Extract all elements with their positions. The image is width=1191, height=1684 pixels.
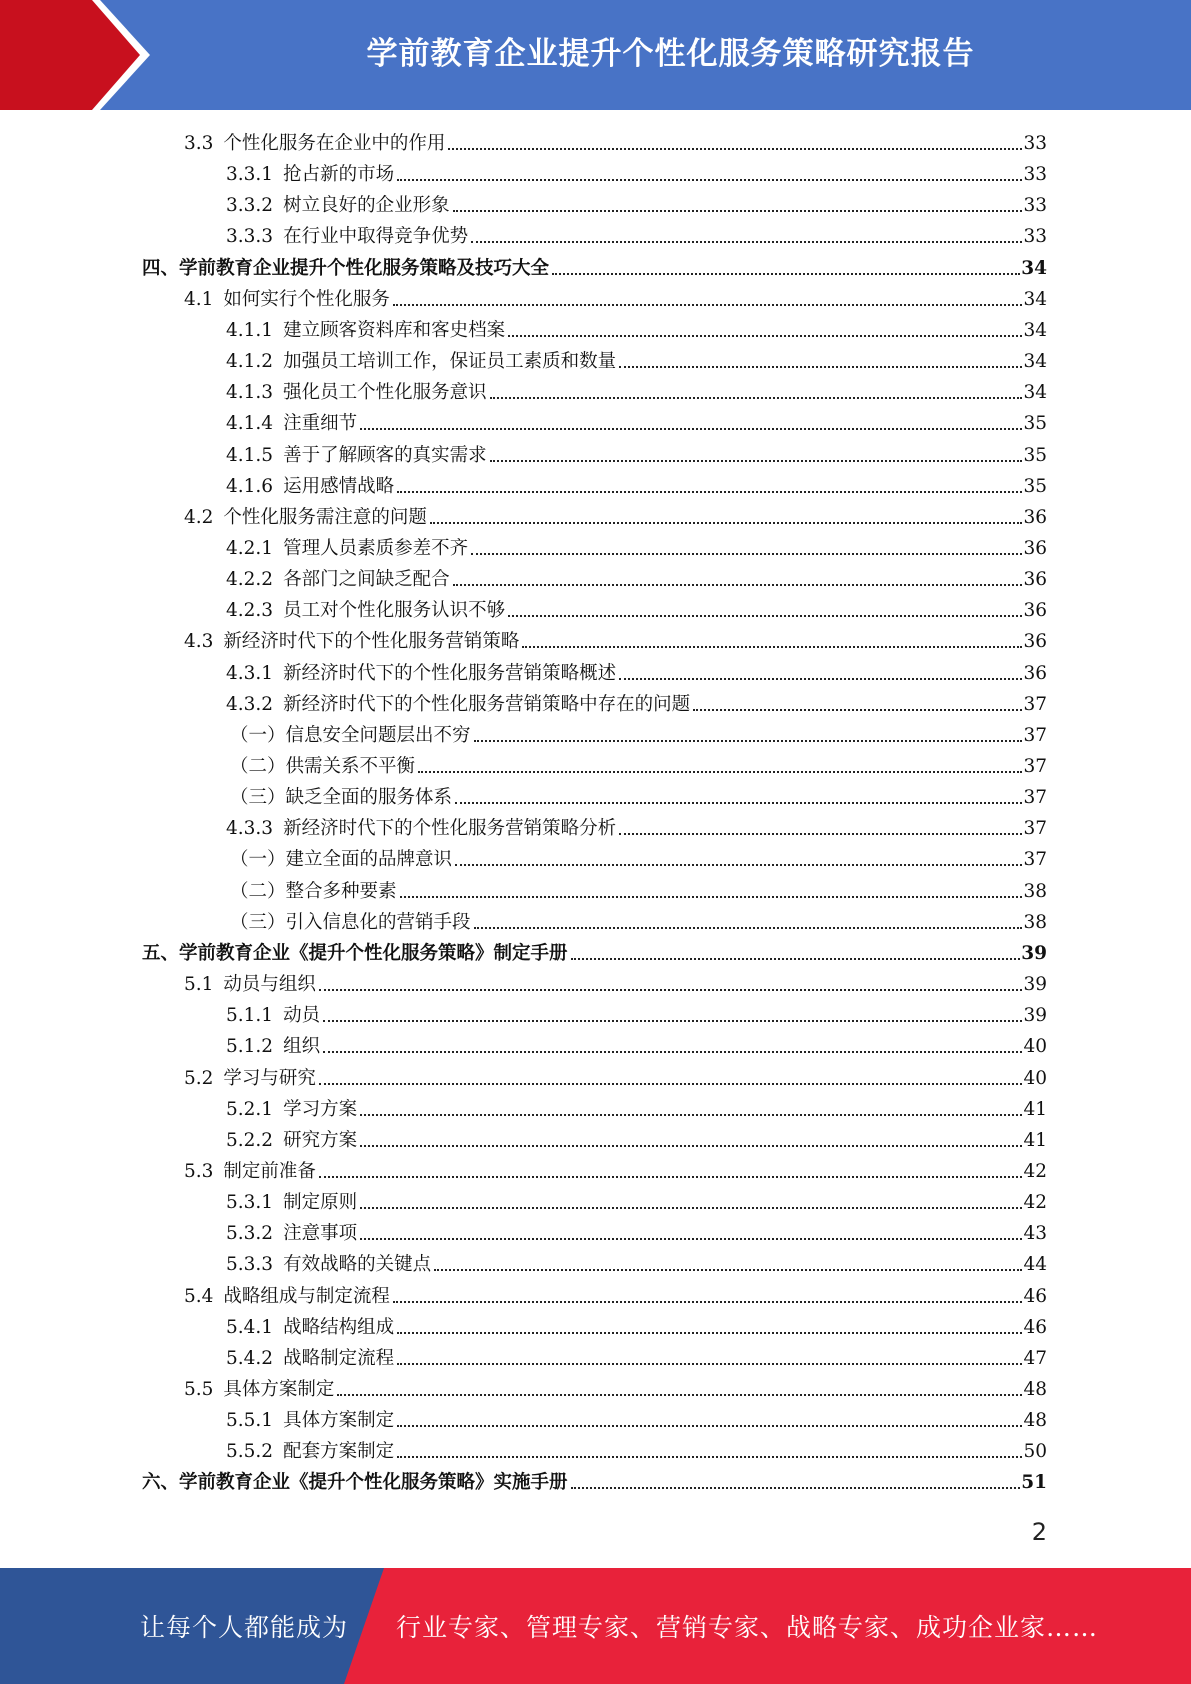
toc-entry-number: 4.2.3 — [226, 600, 274, 622]
toc-dot-leader — [693, 707, 1022, 711]
toc-entry[interactable] — [226, 1187, 1047, 1218]
toc-entry[interactable] — [184, 1281, 1047, 1312]
toc-entry[interactable] — [226, 1405, 1047, 1436]
toc-entry-number: 5.5.2 — [226, 1441, 274, 1463]
toc-dot-leader — [474, 738, 1023, 742]
toc-entry-title: 配套方案制定 — [283, 1441, 395, 1463]
toc-entry-page: 33 — [1023, 226, 1047, 248]
toc-entry-title: 强化员工个性化服务意识 — [283, 382, 487, 404]
toc-entry-number: 5.3.2 — [226, 1223, 274, 1245]
toc-entry-page: 37 — [1023, 724, 1047, 746]
toc-entry[interactable] — [226, 408, 1047, 439]
toc-entry[interactable] — [142, 1467, 1047, 1498]
toc-entry-page: 37 — [1023, 818, 1047, 840]
toc-entry[interactable] — [226, 1436, 1047, 1467]
toc-entry-page: 38 — [1023, 911, 1047, 933]
toc-entry-number: 4.3.2 — [226, 693, 274, 715]
toc-entry-title: 抢占新的市场 — [283, 164, 395, 186]
toc-entry[interactable] — [230, 751, 1047, 782]
toc-dot-leader — [360, 426, 1022, 430]
toc-entry-number: 4.2.2 — [226, 569, 274, 591]
toc-entry-page: 35 — [1023, 475, 1047, 497]
toc-entry-number: 3.3.1 — [226, 164, 274, 186]
toc-dot-leader — [393, 1299, 1023, 1303]
toc-entry-page: 35 — [1023, 413, 1047, 435]
chevron-arrow-icon — [0, 0, 160, 110]
toc-dot-leader — [471, 239, 1022, 243]
toc-entry-title: （二）供需关系不平衡 — [230, 756, 416, 777]
toc-entry-page: 34 — [1021, 257, 1047, 279]
toc-dot-leader — [619, 364, 1022, 368]
toc-entry[interactable] — [226, 471, 1047, 502]
footer-slogan-left: 让每个人都能成为 — [140, 1613, 349, 1642]
toc-entry-number: 5.1.2 — [226, 1036, 274, 1058]
toc-entry-page: 51 — [1021, 1472, 1047, 1494]
page-number: 2 — [1031, 1518, 1047, 1546]
toc-entry-number: 5.5.1 — [226, 1410, 274, 1432]
toc-entry-title: 新经济时代下的个性化服务营销策略分析 — [283, 818, 617, 840]
toc-entry[interactable] — [226, 658, 1047, 689]
toc-entry-page: 41 — [1023, 1098, 1047, 1120]
toc-dot-leader — [522, 644, 1022, 648]
toc-entry-number: 4.2.1 — [226, 537, 274, 559]
toc-entry-page: 47 — [1023, 1347, 1047, 1369]
toc-entry-number: 5.4.2 — [226, 1347, 274, 1369]
toc-entry[interactable] — [226, 221, 1047, 252]
toc-entry-page: 48 — [1023, 1410, 1047, 1432]
toc-entry-page: 34 — [1023, 319, 1047, 341]
toc-dot-leader — [453, 582, 1023, 586]
toc-entry-number: 4.1.6 — [226, 475, 274, 497]
toc-dot-leader — [397, 1454, 1022, 1458]
toc-entry-number: 4.3.3 — [226, 818, 274, 840]
toc-entry-page: 36 — [1023, 569, 1047, 591]
toc-entry-title: 建立顾客资料库和客史档案 — [283, 319, 506, 341]
toc-entry-number: 5.3.1 — [226, 1192, 274, 1214]
toc-dot-leader — [397, 1423, 1022, 1427]
toc-entry-page: 36 — [1023, 631, 1047, 653]
toc-entry-page: 50 — [1023, 1441, 1047, 1463]
toc-dot-leader — [397, 489, 1022, 493]
toc-entry[interactable] — [230, 782, 1047, 813]
toc-entry-page: 34 — [1023, 382, 1047, 404]
toc-dot-leader — [619, 676, 1022, 680]
toc-entry-number: 4.1.5 — [226, 444, 274, 466]
toc-entry[interactable] — [184, 969, 1047, 1000]
toc-entry[interactable] — [226, 315, 1047, 346]
toc-dot-leader — [571, 956, 1021, 960]
toc-entry[interactable] — [184, 1063, 1047, 1094]
toc-entry[interactable] — [226, 440, 1047, 471]
document-footer — [0, 1568, 1191, 1684]
toc-entry[interactable] — [226, 377, 1047, 408]
toc-dot-leader — [490, 458, 1023, 462]
toc-entry-title: 战略结构组成 — [283, 1316, 395, 1338]
toc-dot-leader — [360, 1112, 1022, 1116]
toc-entry[interactable] — [184, 502, 1047, 533]
toc-entry-page: 46 — [1023, 1316, 1047, 1338]
toc-entry-number: 5.4.1 — [226, 1316, 274, 1338]
toc-entry[interactable] — [226, 1031, 1047, 1062]
toc-entry-title: 战略组成与制定流程 — [223, 1285, 390, 1307]
toc-entry-title: 在行业中取得竞争优势 — [283, 226, 469, 248]
toc-entry-page: 37 — [1023, 849, 1047, 871]
toc-entry-title: 具体方案制定 — [283, 1410, 395, 1432]
toc-entry-number: 4.1.2 — [226, 351, 274, 373]
toc-entry-page: 38 — [1023, 880, 1047, 902]
toc-entry[interactable] — [226, 595, 1047, 626]
toc-entry-title: 运用感情战略 — [283, 475, 395, 497]
toc-entry-title: 六、学前教育企业《提升个性化服务策略》实施手册 — [142, 1472, 568, 1494]
toc-entry[interactable] — [230, 844, 1047, 875]
toc-entry-page: 33 — [1023, 164, 1047, 186]
toc-entry-number: 4.1 — [184, 288, 214, 310]
toc-entry-title: （二）整合多种要素 — [230, 880, 397, 902]
toc-entry-page: 36 — [1023, 600, 1047, 622]
toc-entry-title: 注意事项 — [283, 1223, 358, 1245]
toc-entry-page: 36 — [1023, 662, 1047, 684]
toc-entry-title: （一）建立全面的品牌意识 — [230, 849, 453, 871]
chevron-fill — [0, 0, 140, 110]
toc-dot-leader — [397, 1330, 1022, 1334]
toc-entry-title: 五、学前教育企业《提升个性化服务策略》制定手册 — [142, 942, 568, 964]
toc-entry-page: 40 — [1023, 1036, 1047, 1058]
toc-entry[interactable] — [226, 533, 1047, 564]
toc-entry-title: 具体方案制定 — [223, 1379, 335, 1400]
toc-entry-title: 各部门之间缺乏配合 — [283, 569, 450, 591]
toc-entry-page: 33 — [1023, 133, 1047, 154]
toc-entry[interactable] — [184, 128, 1047, 159]
toc-dot-leader — [619, 831, 1022, 835]
toc-entry[interactable] — [226, 564, 1047, 595]
toc-entry-title: 员工对个性化服务认识不够 — [283, 600, 506, 622]
toc-dot-leader — [453, 208, 1023, 212]
toc-entry-number: 5.2.2 — [226, 1129, 274, 1151]
toc-dot-leader — [397, 177, 1022, 181]
toc-entry-number: 5.3 — [184, 1160, 214, 1182]
toc-entry-page: 39 — [1023, 974, 1047, 996]
toc-entry-title: 注重细节 — [283, 413, 358, 435]
toc-entry[interactable] — [230, 876, 1047, 907]
toc-dot-leader — [448, 146, 1022, 150]
toc-dot-leader — [571, 1485, 1021, 1489]
toc-entry-page: 34 — [1023, 288, 1047, 310]
toc-entry-number: 3.3.3 — [226, 226, 274, 248]
toc-dot-leader — [393, 302, 1023, 306]
toc-entry-number: 3.3 — [184, 133, 214, 154]
toc-entry[interactable] — [226, 190, 1047, 221]
toc-entry-title: 新经济时代下的个性化服务营销策略中存在的问题 — [283, 693, 691, 715]
toc-entry-title: 如何实行个性化服务 — [223, 288, 390, 310]
toc-entry-page: 43 — [1023, 1223, 1047, 1245]
toc-entry-page: 41 — [1023, 1129, 1047, 1151]
toc-entry-page: 36 — [1023, 537, 1047, 559]
toc-entry-page: 44 — [1023, 1254, 1047, 1276]
toc-entry[interactable] — [230, 720, 1047, 751]
toc-entry-page: 39 — [1023, 1005, 1047, 1027]
toc-dot-leader — [430, 520, 1023, 524]
toc-entry-page: 46 — [1023, 1285, 1047, 1307]
document-header — [0, 0, 1191, 110]
toc-entry[interactable] — [142, 938, 1047, 969]
toc-entry-number: 5.4 — [184, 1285, 214, 1307]
footer-slogan-right: 行业专家、管理专家、营销专家、战略专家、成功企业家…… — [396, 1613, 1099, 1642]
toc-entry[interactable] — [184, 1156, 1047, 1187]
toc-dot-leader — [319, 987, 1023, 991]
toc-entry-title: （三）缺乏全面的服务体系 — [230, 787, 453, 809]
toc-entry[interactable] — [142, 253, 1047, 284]
toc-entry-page: 48 — [1023, 1379, 1047, 1400]
toc-dot-leader — [474, 925, 1023, 929]
toc-entry-number: 4.3.1 — [226, 662, 274, 684]
toc-entry-title: 动员与组织 — [223, 974, 316, 996]
toc-entry-page: 37 — [1023, 756, 1047, 777]
toc-entry[interactable] — [230, 907, 1047, 938]
toc-entry[interactable] — [226, 1218, 1047, 1249]
toc-entry[interactable] — [184, 1374, 1047, 1405]
toc-dot-leader — [490, 395, 1023, 399]
toc-entry[interactable] — [226, 1343, 1047, 1374]
toc-entry[interactable] — [226, 1000, 1047, 1031]
toc-entry-number: 4.1.3 — [226, 382, 274, 404]
toc-entry-number: 4.1.4 — [226, 413, 274, 435]
toc-entry-title: 新经济时代下的个性化服务营销策略 — [223, 631, 520, 653]
toc-entry-page: 42 — [1023, 1160, 1047, 1182]
toc-entry-title: 善于了解顾客的真实需求 — [283, 444, 487, 466]
toc-entry[interactable] — [226, 1094, 1047, 1125]
toc-dot-leader — [508, 333, 1022, 337]
toc-entry[interactable] — [226, 1312, 1047, 1343]
toc-entry-title: 研究方案 — [283, 1129, 358, 1151]
toc-entry-number: 4.2 — [184, 506, 214, 528]
toc-entry-title: 有效战略的关键点 — [283, 1254, 432, 1276]
toc-dot-leader — [400, 894, 1023, 898]
toc-entry-page: 39 — [1021, 942, 1047, 964]
toc-entry-page: 36 — [1023, 506, 1047, 528]
toc-entry-title: 树立良好的企业形象 — [283, 195, 450, 217]
toc-entry-title: 学习与研究 — [223, 1067, 316, 1089]
toc-entry-title: 制定前准备 — [223, 1160, 316, 1182]
toc-entry-number: 3.3.2 — [226, 195, 274, 217]
toc-dot-leader — [508, 613, 1022, 617]
toc-dot-leader — [323, 1018, 1022, 1022]
toc-entry-number: 4.3 — [184, 631, 214, 653]
toc-entry[interactable] — [226, 346, 1047, 377]
toc-entry-page: 37 — [1023, 693, 1047, 715]
toc-entry-title: 个性化服务需注意的问题 — [223, 506, 427, 528]
toc-entry[interactable] — [226, 159, 1047, 190]
toc-entry[interactable] — [226, 689, 1047, 720]
toc-entry[interactable] — [226, 1125, 1047, 1156]
toc-entry-title: （一）信息安全问题层出不穷 — [230, 724, 471, 746]
toc-entry-page: 42 — [1023, 1192, 1047, 1214]
toc-entry-title: 制定原则 — [283, 1192, 358, 1214]
toc-entry-number: 5.1 — [184, 974, 214, 996]
toc-entry-title: 管理人员素质参差不齐 — [283, 537, 469, 559]
toc-dot-leader — [319, 1174, 1023, 1178]
toc-dot-leader — [397, 1361, 1022, 1365]
toc-dot-leader — [360, 1236, 1022, 1240]
toc-entry-number: 5.5 — [184, 1379, 214, 1400]
toc-dot-leader — [323, 1049, 1022, 1053]
toc-entry-number: 4.1.1 — [226, 319, 274, 341]
toc-entry-page: 33 — [1023, 195, 1047, 217]
toc-dot-leader — [360, 1205, 1022, 1209]
toc-entry-title: 个性化服务在企业中的作用 — [223, 133, 446, 154]
toc-entry-page: 40 — [1023, 1067, 1047, 1089]
toc-dot-leader — [418, 769, 1022, 773]
toc-entry-title: 新经济时代下的个性化服务营销策略概述 — [283, 662, 617, 684]
toc-dot-leader — [360, 1143, 1022, 1147]
toc-dot-leader — [455, 862, 1022, 866]
toc-dot-leader — [455, 800, 1022, 804]
toc-entry-title: 动员 — [283, 1005, 321, 1027]
toc-entry-page: 34 — [1023, 351, 1047, 373]
toc-entry[interactable] — [226, 813, 1047, 844]
toc-entry-page: 37 — [1023, 787, 1047, 809]
toc-entry[interactable] — [184, 284, 1047, 315]
document-title: 学前教育企业提升个性化服务策略研究报告 — [366, 35, 975, 72]
toc-dot-leader — [552, 271, 1020, 275]
toc-entry-title: （三）引入信息化的营销手段 — [230, 911, 471, 933]
toc-entry-number: 5.2 — [184, 1067, 214, 1089]
toc-entry-title: 组织 — [283, 1036, 321, 1058]
toc-entry-title: 加强员工培训工作，保证员工素质和数量 — [283, 351, 617, 373]
toc-entry-number: 5.2.1 — [226, 1098, 274, 1120]
toc-entry-number: 5.3.3 — [226, 1254, 274, 1276]
toc-entry-title: 学习方案 — [283, 1098, 358, 1120]
toc-dot-leader — [434, 1267, 1022, 1271]
toc-dot-leader — [319, 1081, 1023, 1085]
toc-entry-title: 战略制定流程 — [283, 1347, 395, 1369]
toc-entry-number: 5.1.1 — [226, 1005, 274, 1027]
toc-dot-leader — [471, 551, 1022, 555]
toc-entry-page: 35 — [1023, 444, 1047, 466]
toc-entry-title: 四、学前教育企业提升个性化服务策略及技巧大全 — [142, 257, 550, 279]
toc-dot-leader — [337, 1392, 1022, 1396]
toc-entry[interactable] — [184, 626, 1047, 657]
toc-entry[interactable] — [226, 1249, 1047, 1280]
